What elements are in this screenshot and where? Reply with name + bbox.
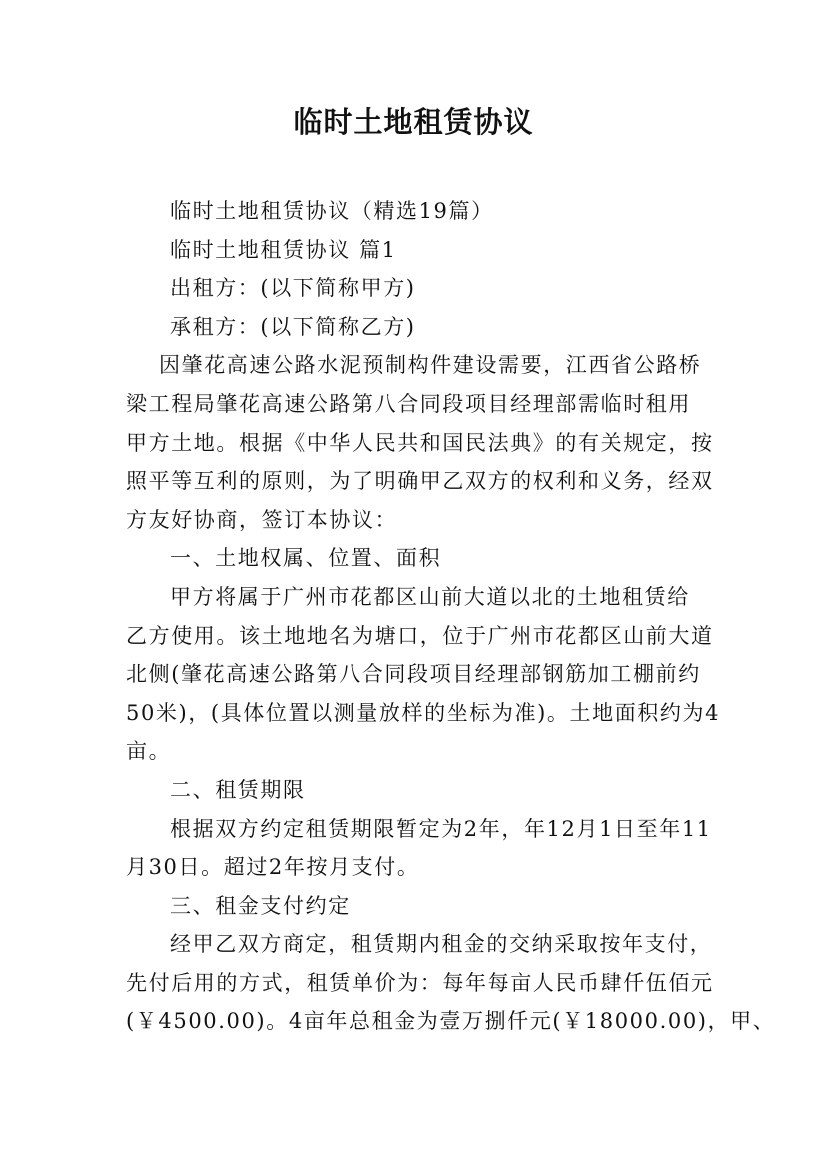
clause-heading: 二、租赁期限 xyxy=(170,777,306,802)
paragraph-line: 北侧(肇花高速公路第八合同段项目经理部钢筋加工棚前约 xyxy=(126,662,701,687)
paragraph-line: 梁工程局肇花高速公路第八合同段项目经理部需临时租用 xyxy=(126,391,691,416)
paragraph-line: 甲方将属于广州市花都区山前大道以北的土地租赁给 xyxy=(170,584,690,609)
paragraph-line: 月30日。超过2年按月支付。 xyxy=(126,855,420,880)
lessee-line: 承租方：(以下简称乙方) xyxy=(170,314,416,339)
paragraph-line: 照平等互利的原则，为了明确甲乙双方的权利和义务，经双 xyxy=(126,469,714,494)
paragraph-line: 经甲乙双方商定，租赁期内租金的交纳采取按年支付， xyxy=(170,932,713,957)
paragraph-line: 根据双方约定租赁期限暂定为2年，年12月1日至年11 xyxy=(170,816,712,841)
clause-heading: 一、土地权属、位置、面积 xyxy=(170,546,442,571)
document-title: 临时土地租赁协议 xyxy=(293,105,534,139)
document-body xyxy=(126,192,776,1041)
paragraph-line: 亩。 xyxy=(126,739,172,764)
paragraph-line: 因肇花高速公路水泥预制构件建设需要，江西省公路桥 xyxy=(159,353,702,378)
section-heading: 临时土地租赁协议 篇1 xyxy=(170,237,397,262)
paragraph-line: 甲方土地。根据《中华人民共和国民法典》的有关规定，按 xyxy=(126,430,714,455)
paragraph-line: (￥4500.00)。4亩年总租金为壹万捌仟元(￥18000.00)，甲、 xyxy=(126,1009,776,1034)
paragraph-line: 先付后用的方式，租赁单价为：每年每亩人民币肆仟伍佰元 xyxy=(126,970,714,995)
subtitle-line: 临时土地租赁协议（精选19篇） xyxy=(170,199,494,223)
paragraph-line: 50米)，(具体位置以测量放样的坐标为准)。土地面积约为4 xyxy=(126,700,721,725)
paragraph-line: 方友好协商，签订本协议： xyxy=(126,507,398,532)
lessor-line: 出租方：(以下简称甲方) xyxy=(170,276,416,301)
paragraph-line: 乙方使用。该土地地名为塘口，位于广州市花都区山前大道 xyxy=(126,623,714,648)
clause-heading: 三、租金支付约定 xyxy=(170,893,351,918)
